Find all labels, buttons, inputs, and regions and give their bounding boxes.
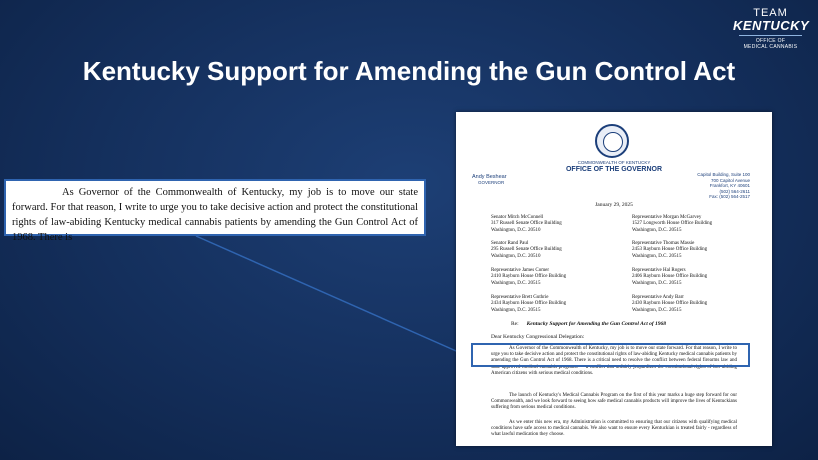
- letter-highlight-box: [471, 343, 750, 367]
- re-text: Kentucky Support for Amending the Gun Control Act of 1968: [526, 321, 667, 327]
- letter-subject: [511, 321, 666, 327]
- recipient-block: [632, 215, 712, 234]
- recipient-address: 2430 Rayburn House Office Building: [632, 301, 708, 307]
- recipient-city: Washington, D.C. 20515: [632, 253, 682, 259]
- governor-name: Andy Beshear: [472, 174, 507, 180]
- recipient-address: 2406 Rayburn House Office Building: [632, 274, 708, 280]
- recipient-name: Representative Hal Rogers: [632, 268, 686, 273]
- recipient-city: Washington, D.C. 20515: [632, 227, 682, 233]
- recipient-name: Senator Rand Paul: [491, 241, 529, 246]
- letter-paragraph: [491, 393, 737, 412]
- logo-team-text: TEAM: [753, 7, 788, 19]
- letterhead-commonwealth: COMMONWEALTH OF KENTUCKY: [577, 160, 651, 165]
- recipient-block: [491, 295, 566, 314]
- address-line: Fax: (502) 564-2517: [709, 194, 750, 200]
- recipient-city: Washington, D.C. 20515: [491, 307, 541, 313]
- recipient-address: 1527 Longworth House Office Building: [632, 221, 713, 227]
- logo-office-line1: OFFICE OF: [755, 38, 786, 44]
- logo-divider: [739, 35, 802, 36]
- letter-date: January 29, 2025: [595, 202, 633, 208]
- address-line: Capitol Building, Suite 100: [697, 172, 750, 177]
- recipient-block: [632, 295, 707, 314]
- paragraph-text: The launch of Kentucky's Medical Cannabis Program on the first of this year marks a huge step forward for our Commonwealth, and we look forward to seeing how safe medical cannabis products will improve the lives of Kentuckians suffering from serious medical conditions.: [491, 393, 737, 411]
- governor-title: GOVERNOR: [478, 180, 505, 185]
- letter-salutation: Dear Kentucky Congressional Delegation:: [491, 334, 585, 340]
- recipient-address: 2434 Rayburn House Office Building: [491, 301, 567, 307]
- logo-kentucky-text: KENTUCKY: [733, 18, 810, 33]
- address-line: 700 Capitol Avenue: [711, 177, 750, 183]
- recipient-name: Representative Brett Guthrie: [491, 295, 549, 300]
- recipient-block: [632, 268, 707, 287]
- recipient-city: Washington, D.C. 20515: [632, 307, 682, 313]
- recipient-city: Washington, D.C. 20515: [491, 280, 541, 286]
- recipient-address: 2410 Rayburn House Office Building: [491, 274, 567, 280]
- letterhead-office: OFFICE OF THE GOVERNOR: [565, 166, 663, 173]
- recipient-name: Representative Morgan McGarvey: [632, 215, 702, 220]
- paragraph-text: As we enter this new era, my Administration is committed to ensuring that our citizens with qualifying medical conditions have safe access to medical cannabis. We also want to ensure every Kentuckian is treated fairly - regardless of what lawful medication they choose.: [491, 420, 737, 438]
- governor-letter: [456, 112, 772, 446]
- recipient-address: 295 Russell Senate Office Building: [491, 247, 562, 253]
- recipient-city: Washington, D.C. 20510: [491, 253, 541, 259]
- logo-office-line2: MEDICAL CANNABIS: [743, 44, 798, 50]
- letter-paragraph: [491, 420, 737, 439]
- recipient-address: 2453 Rayburn House Office Building: [632, 247, 708, 253]
- re-label: Re:: [511, 321, 519, 327]
- recipient-name: Senator Mitch McConnell: [491, 215, 544, 220]
- recipient-block: [491, 268, 566, 287]
- slide-title: Kentucky Support for Amending the Gun Control Act: [82, 56, 736, 86]
- governor-signature-block: [472, 174, 507, 186]
- recipient-name: Representative Andy Barr: [632, 295, 684, 300]
- governor-address: [697, 172, 750, 200]
- team-kentucky-logo: [733, 8, 808, 50]
- recipient-block: [632, 241, 707, 260]
- recipient-name: Representative Thomas Massie: [632, 241, 695, 246]
- recipient-block: [491, 215, 562, 234]
- address-line: Frankfort, KY 40601: [709, 183, 750, 189]
- recipient-city: Washington, D.C. 20515: [632, 280, 682, 286]
- recipient-block: [491, 241, 562, 260]
- address-line: (502) 564-2611: [719, 188, 750, 194]
- recipient-address: 317 Russell Senate Office Building: [491, 221, 562, 227]
- letter-excerpt-callout: [4, 179, 426, 243]
- recipient-city: Washington, D.C. 20510: [491, 227, 541, 233]
- kentucky-seal-icon: [595, 124, 629, 158]
- callout-text: As Governor of the Commonwealth of Kentucky, my job is to move our state forward. For that reason, I write to urge you to take decisive action and protect the constitutional rights of law-abiding Kentucky medical cannabis patients by amending the Gun Control Act of 1968. There is: [12, 187, 418, 243]
- recipient-name: Representative James Comer: [491, 268, 550, 273]
- paragraph-text: As Governor of the Commonwealth of Kentucky, my job is to move our state forward. For that reason, I write to urge you to take decisive action and protect the constitutional rights of law-abiding Kentucky medical cannabis patients by amending the Gun Control Act of 1968. There is a critical need to resolve the conflict between federal firearms law and state-approved medical cannabis programs — a conflict that unfairly jeopardizes the constitutional rights of law-abiding American citizens with serious medical conditions.: [491, 346, 737, 376]
